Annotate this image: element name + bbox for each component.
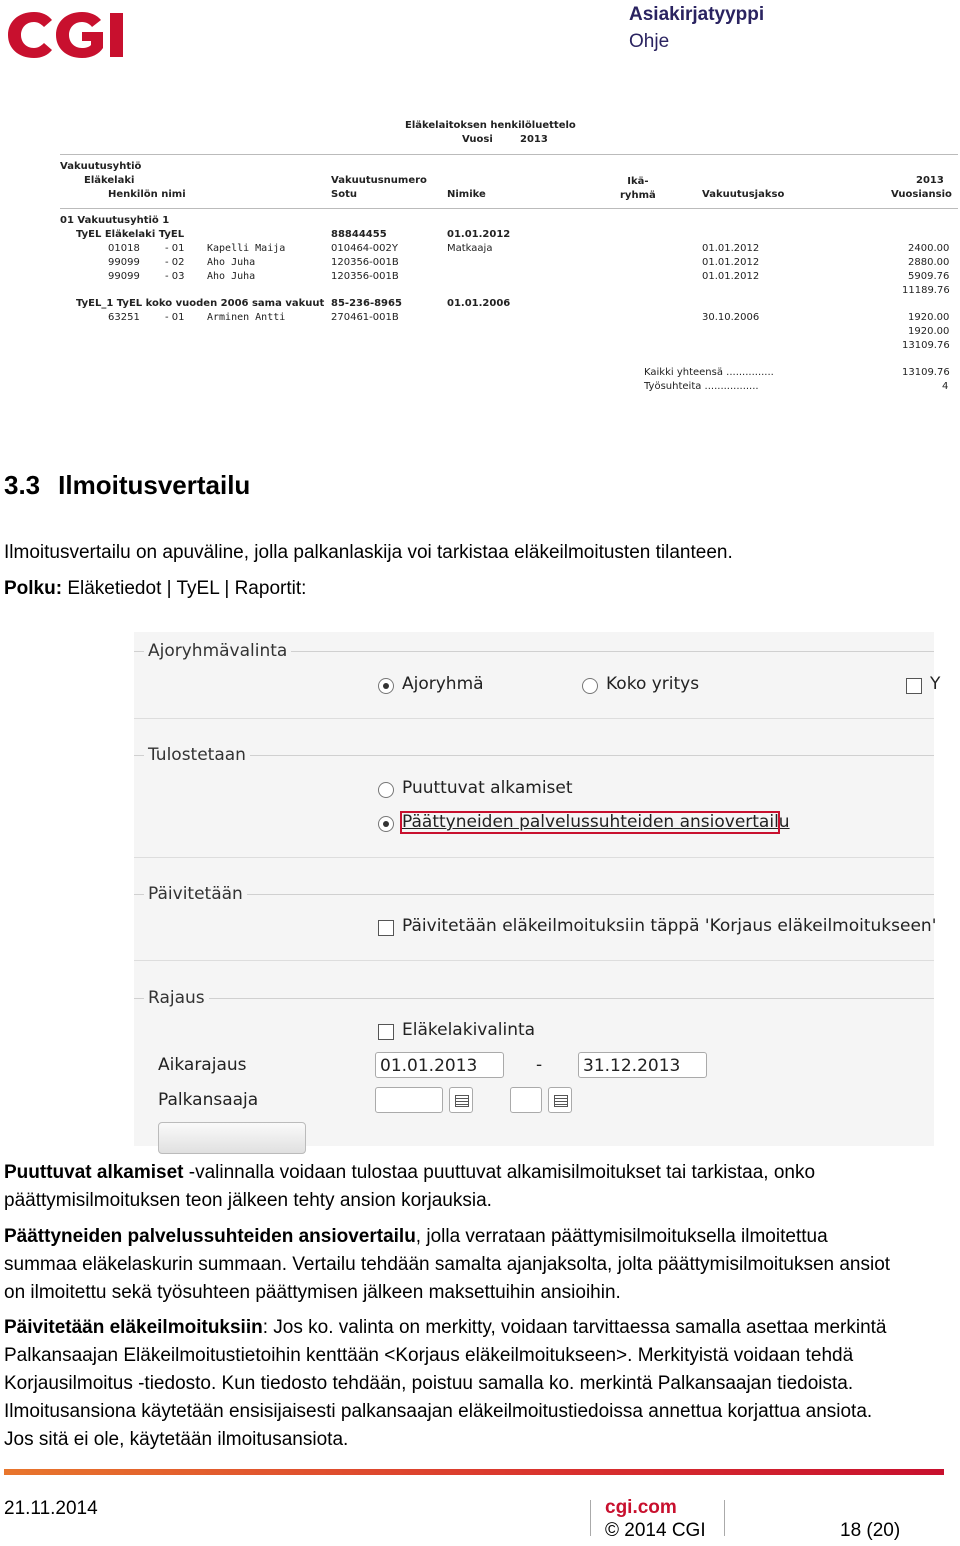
- row-sotu: 120356-001B: [331, 271, 399, 282]
- paragraph-update: [4, 1314, 886, 1454]
- col-pension-law: Eläkelaki: [84, 175, 135, 186]
- p3-line3: Korjausilmoitus -tiedosto. Kun tiedosto tehdään, poistuu samalla ko. merkintä Palkansaajan tiedoista.: [4, 1373, 854, 1394]
- date-dash: -: [536, 1055, 543, 1075]
- p1-text: -valinnalla voidaan tulostaa puuttuvat alkamisilmoitukset tai tarkistaa, onko: [183, 1162, 816, 1183]
- group2-sub1: 1920.00: [908, 326, 950, 337]
- legend-limit: Rajaus: [144, 988, 209, 1008]
- section-heading: [4, 470, 250, 501]
- radio-ended-comparison[interactable]: [378, 816, 394, 832]
- radio-missing-starts[interactable]: [378, 782, 394, 798]
- radio-ended-comparison-label: Päättyneiden palvelussuhteiden ansiovertailu: [402, 812, 790, 832]
- row-period: 30.10.2006: [702, 312, 760, 323]
- action-button[interactable]: [158, 1122, 306, 1154]
- term-ended-comparison: Päättyneiden palvelussuhteiden ansiovertailu: [4, 1226, 416, 1247]
- footer-url[interactable]: cgi.com: [605, 1497, 677, 1518]
- doc-type: Asiakirjatyyppi: [629, 4, 765, 25]
- doc-subtype: Ohje: [629, 31, 670, 52]
- row-suffix: - 02: [165, 257, 185, 268]
- legend-print: Tulostetaan: [144, 745, 250, 765]
- p3-text: : Jos ko. valinta on merkitty, voidaan tarvittaessa samalla asettaa merkintä: [262, 1317, 887, 1338]
- radio-run-group-label: Ajoryhmä: [402, 674, 484, 694]
- time-limit-label: Aikarajaus: [158, 1055, 247, 1075]
- group2-label: TyEL_1 TyEL koko vuoden 2006 sama vakuut: [76, 298, 325, 309]
- row-suffix: - 03: [165, 271, 185, 282]
- report-year-label: Vuosi: [462, 134, 493, 145]
- legend-update: Päivitetään: [144, 884, 247, 904]
- footer-rule: [4, 1469, 944, 1475]
- col-sotu: Sotu: [331, 189, 357, 200]
- row-code: 63251: [108, 312, 140, 323]
- row-title: Matkaaja: [447, 243, 493, 254]
- earner-label: Palkansaaja: [158, 1090, 259, 1110]
- p1-line2: päättymisilmoituksen teon jälkeen tehty ansion korjauksia.: [4, 1190, 492, 1211]
- row-name: Arminen Antti: [207, 312, 286, 323]
- group2-policy: 85-236-8965: [331, 298, 402, 309]
- earner-from-input[interactable]: [375, 1087, 443, 1113]
- row-name: Aho Juha: [207, 271, 256, 282]
- term-missing-starts: Puuttuvat alkamiset: [4, 1162, 184, 1183]
- intro-text: Ilmoitusvertailu on apuväline, jolla palkanlaskija voi tarkistaa eläkeilmoitusten tilanteen.: [4, 542, 733, 563]
- path-line: [4, 575, 306, 603]
- p3-line4: Ilmoitusansiona käytetään ensisijaisesti palkansaajan eläkeilmoitustiedoissa annettua korjattua ansiota.: [4, 1401, 873, 1422]
- row-period: 01.01.2012: [702, 271, 760, 282]
- col-period: Vakuutusjakso: [702, 189, 785, 200]
- col-age-group: Ikä- ryhmä: [620, 176, 656, 201]
- term-update: Päivitetään eläkeilmoituksiin: [4, 1317, 263, 1338]
- checkbox-pension-law[interactable]: [378, 1024, 394, 1040]
- footer-copyright: © 2014 CGI: [605, 1520, 706, 1541]
- group1-date: 01.01.2012: [447, 229, 511, 240]
- row-code: 01018: [108, 243, 140, 254]
- row-code: 99099: [108, 271, 140, 282]
- p2-text: , jolla verrataan päättymisilmoituksella ilmoitettua: [415, 1226, 828, 1247]
- row-name: Aho Juha: [207, 257, 256, 268]
- row-income: 5909.76: [908, 271, 950, 282]
- row-period: 01.01.2012: [702, 243, 760, 254]
- row-suffix: - 01: [165, 243, 185, 254]
- highlight-box: [400, 811, 780, 834]
- emp-value: 4: [942, 381, 949, 392]
- paragraph-ended-comparison: [4, 1223, 890, 1307]
- sum-label: Kaikki yhteensä ...............: [644, 367, 774, 378]
- cgi-logo: [4, 4, 134, 64]
- group1-label: 01 Vakuutusyhtiö 1: [60, 215, 170, 226]
- col-policy-no: Vakuutusnumero: [331, 175, 427, 186]
- path-value: Eläketiedot | TyEL | Raportit:: [62, 578, 307, 599]
- row-sotu: 270461-001B: [331, 312, 399, 323]
- form-screenshot: [134, 632, 941, 1146]
- section-title: Ilmoitusvertailu: [58, 470, 251, 500]
- group2-total: 13109.76: [902, 340, 950, 351]
- group1-sub: TyEL Eläkelaki TyEL: [76, 229, 185, 240]
- checkbox-y[interactable]: [906, 678, 922, 694]
- row-sotu: 120356-001B: [331, 257, 399, 268]
- date-from-input[interactable]: 01.01.2013: [375, 1052, 504, 1078]
- row-period: 01.01.2012: [702, 257, 760, 268]
- earner-to-input[interactable]: [510, 1087, 542, 1113]
- col-income: Vuosiansio: [891, 189, 952, 200]
- report-title: Eläkelaitoksen henkilöluettelo: [405, 120, 576, 131]
- radio-missing-starts-label: Puuttuvat alkamiset: [402, 778, 573, 798]
- row-suffix: - 01: [165, 312, 185, 323]
- footer-date: 21.11.2014: [4, 1498, 98, 1519]
- date-to-input[interactable]: 31.12.2013: [578, 1052, 707, 1078]
- row-code: 99099: [108, 257, 140, 268]
- p3-line5: Jos sitä ei ole, käytetään ilmoitusansiota.: [4, 1429, 349, 1450]
- footer-page: 18 (20): [840, 1520, 901, 1541]
- row-income: 2880.00: [908, 257, 950, 268]
- row-income: 2400.00: [908, 243, 950, 254]
- col-company: Vakuutusyhtiö: [60, 161, 142, 172]
- footer-divider: [724, 1500, 725, 1536]
- group1-total: 11189.76: [902, 285, 950, 296]
- col-year: 2013: [916, 175, 944, 186]
- row-sotu: 010464-002Y: [331, 243, 398, 254]
- col-title: Nimike: [447, 189, 486, 200]
- path-label: Polku:: [4, 578, 63, 599]
- radio-whole-company-label: Koko yritys: [606, 674, 700, 694]
- section-number: 3.3: [4, 470, 41, 500]
- group2-date: 01.01.2006: [447, 298, 511, 309]
- legend-run-group: Ajoryhmävalinta: [144, 641, 291, 661]
- radio-whole-company[interactable]: [582, 678, 598, 694]
- checkbox-update-pension[interactable]: [378, 920, 394, 936]
- col-person-name: Henkilön nimi: [108, 189, 186, 200]
- row-name: Kapelli Maija: [207, 243, 286, 254]
- footer-divider: [590, 1500, 591, 1536]
- calendar-icon[interactable]: [449, 1087, 473, 1113]
- paragraph-missing-starts: [4, 1159, 815, 1215]
- p3-line2: Palkansaajan Eläkeilmoitustietoihin kenttään <Korjaus eläkeilmoitukseen>. Merkityistä voidaan tehdä: [4, 1345, 854, 1366]
- calendar-icon[interactable]: [548, 1087, 572, 1113]
- group1-policy: 88844455: [331, 229, 387, 240]
- p2-line2: summaa eläkelaskurin summaan. Vertailu tehdään samalta ajanjaksolta, jolta päättymisilmoituksen ansiot: [4, 1254, 891, 1275]
- checkbox-pension-law-label: Eläkelakivalinta: [402, 1020, 536, 1040]
- sum-value: 13109.76: [902, 367, 950, 378]
- row-income: 1920.00: [908, 312, 950, 323]
- p2-line3: on ilmoitettu sekä työsuhteen päättymisen jälkeen maksettuihin ansioihin.: [4, 1282, 621, 1303]
- emp-label: Työsuhteita .................: [644, 381, 759, 392]
- checkbox-y-label: Y: [930, 674, 941, 694]
- report-year: 2013: [520, 134, 548, 145]
- checkbox-update-pension-label: Päivitetään eläkeilmoituksiin täppä 'Korjaus eläkeilmoitukseen': [402, 916, 937, 936]
- radio-run-group[interactable]: [378, 678, 394, 694]
